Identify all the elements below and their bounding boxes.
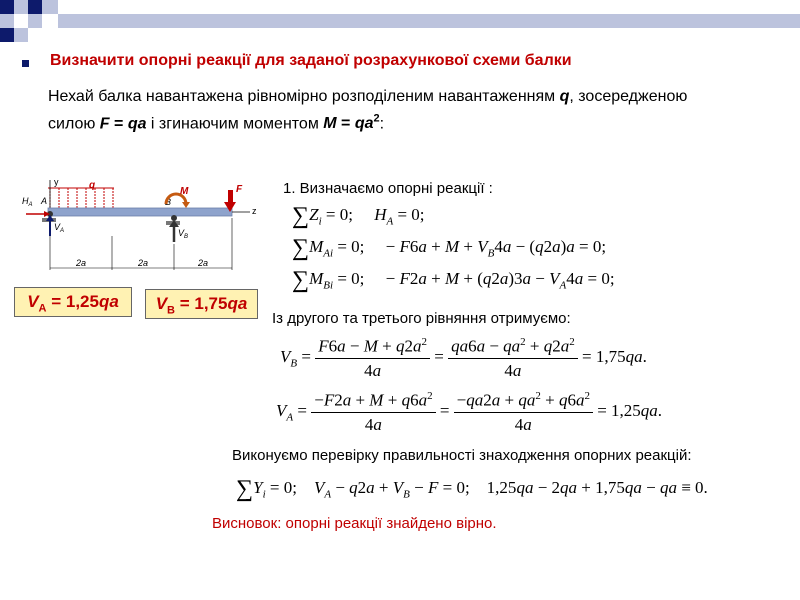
label-vb: $V_B$: [178, 228, 189, 240]
decor-square: [28, 0, 42, 14]
decor-square: [14, 0, 28, 14]
dim-3: 2a: [198, 258, 209, 268]
decor-square: [14, 28, 28, 42]
label-ha: $H_A$: [22, 196, 33, 208]
beam: [48, 208, 232, 216]
va-formula: $V_A$ = $\frac{-F2a + M + q6a^2}{4a}$ = $\frac{-qa2a + qa^2 + q6a^2}{4a}$ = 1,25qa.: [276, 390, 663, 434]
intro-line-2: силою F = qa і згинаючим моментом $M = qa^2$:: [48, 113, 385, 133]
decor-square: [42, 0, 58, 14]
label-y: y: [54, 177, 59, 187]
distributed-load: [48, 188, 114, 208]
intro-line-1: Нехай балка навантажена рівномірно розподіленим навантаженням q, зосередженою: [48, 88, 688, 105]
vb-formula: $V_B$ = $\frac{F6a - M + q2a^2}{4a}$ = $\frac{qa6a - qa^2 + q2a^2}{4a}$ = 1,75qa.: [280, 336, 647, 380]
label-b: B: [165, 197, 172, 207]
equation-3: $\sum M_{Bi} = 0$; − $F2a + M + (q2a)3a - V_A4a = 0$;: [292, 267, 615, 293]
step-1-heading: 1. Визначаємо опорні реакції :: [283, 180, 493, 197]
label-va: $V_A$: [54, 222, 65, 234]
bullet-icon: [22, 60, 29, 67]
label-f: F: [236, 184, 243, 195]
label-q: q: [89, 180, 96, 191]
check-equation: $\sum Y_i = 0$; $V_A - q2a + V_B - F = 0$; 1,25qa − 2qa + 1,75qa − qa ≡ 0.: [236, 476, 708, 502]
answer-vb: $V_B = 1,75qa$: [145, 289, 258, 319]
equation-2: $\sum M_{Ai} = 0$; − $F6a + M + V_B4a - (q2a)a = 0$;: [292, 235, 607, 261]
step-3-heading: Виконуємо перевірку правильності знаходження опорних реакцій:: [232, 447, 692, 464]
decor-square: [0, 14, 14, 28]
decor-square: [14, 14, 28, 28]
equation-1: $\sum Z_i = 0$; $H_A = 0$;: [292, 203, 425, 229]
label-a: A: [41, 196, 48, 206]
beam-diagram: [14, 174, 266, 274]
slide-title: Визначити опорні реакції для заданої розрахункової схеми балки: [50, 52, 572, 69]
label-z: z: [252, 206, 257, 216]
decor-square: [28, 28, 42, 42]
answer-va: $V_A = 1,25qa$: [14, 287, 132, 317]
dim-2: 2a: [138, 258, 149, 268]
label-m: M: [180, 186, 189, 197]
decor-square: [28, 14, 42, 28]
decor-square: [0, 28, 14, 42]
dim-1: 2a: [76, 258, 87, 268]
step-2-heading: Із другого та третього рівняння отримуємо:: [272, 310, 571, 327]
header-bar: [58, 14, 800, 28]
decor-square: [0, 0, 14, 14]
intro-text: [48, 86, 788, 135]
conclusion-text: Висновок: опорні реакції знайдено вірно.: [212, 515, 497, 532]
